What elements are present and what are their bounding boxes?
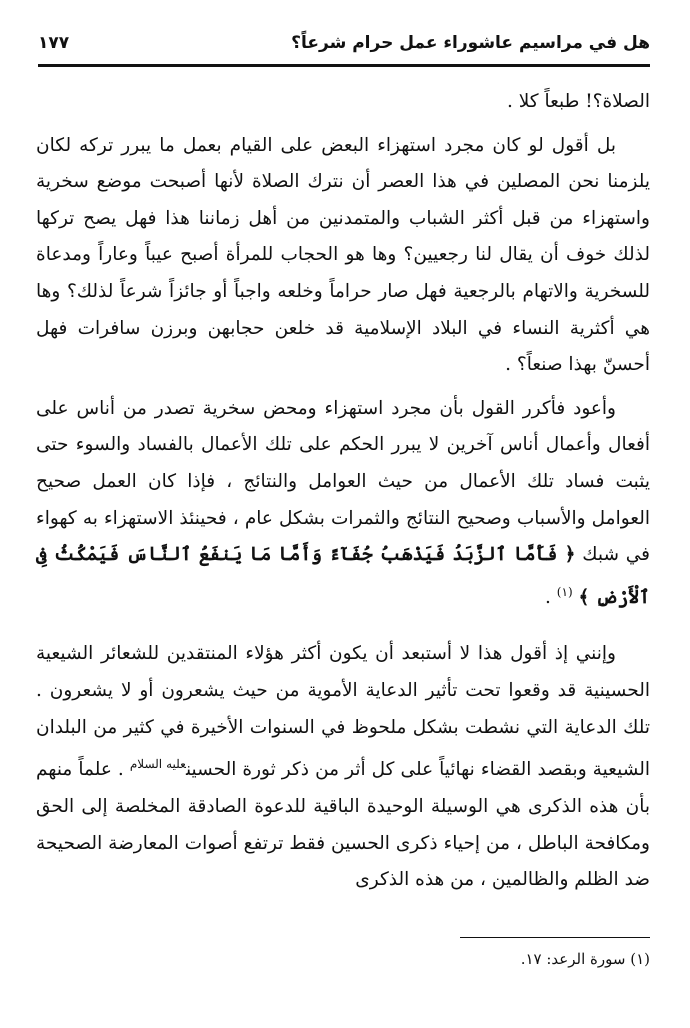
paragraph-3 [36,391,650,617]
main-text [36,84,650,899]
header-title: هل في مراسيم عاشوراء عمل حرام شرعاً؟ [291,33,650,53]
paragraph-1: الصلاة؟! طبعاً كلا . [506,91,650,112]
footnote-divider [460,937,650,938]
paragraph-4-continuation: علماً منهم بأن هذه الذكرى هي الوسيلة الوحيدة الباقية للدعوة الصادقة المخلصة إلى الحق ومكافحة الباطل ، من إحياء ذكرى الحسين فقط ترتفع أصوات المعارضة الصحيحة ضد الظلم والظالمين ، من هذه الذكرى [36,759,650,891]
quran-verse: ﴿ فَأَمَّا ٱلزَّبَدُ فَيَذْهَبُ جُفَآءً وَأَمَّا مَا يَنفَعُ ٱلنَّاسَ فَيَمْكُثُ فِى ٱلْأَرْضِ ﴾ [36,544,650,608]
paragraph-3-text: وأعود فأكرر القول بأن مجرد استهزاء ومحض سخرية تصدر من أناس على أفعال وأعمال أناس آخرين لا يبرر الحكم على تلك الأعمال بالفساد والسوء حتى يثبت فساد تلك الأعمال من حيث العوامل والنتائج ، فإذا كان العمل صحيح العوامل والأسباب وصحيح النتائج والثمرات بشكل عام ، فحينئذ الاستهزاء به كهواء في شبك [36,397,650,566]
paragraph-3-end: . [545,586,557,608]
header-divider [38,64,650,67]
running-header [38,30,650,64]
paragraph-4-text: وإنني إذ أقول هذا لا أستبعد أن يكون أكثر هؤلاء المنتقدين للشعائر الشيعية الحسينية قد وقعوا تحت تأثير الدعاية الأموية من حيث يشعرون أو لا يشعرون . تلك الدعاية التي نشطت بشكل ملحوظ في السنوات الأخيرة في كثير من البلدان الشيعية وبقصد القضاء نهائياً على كل أثر من ذكر ثورة الحسين [36,643,650,781]
salutation-glyph: عليه السلام [129,757,186,772]
page-number: ١٧٧ [38,33,70,53]
paragraph-2: بل أقول لو كان مجرد استهزاء البعض على القيام بعمل ما يبرر تركه لكان يلزمنا نحن المصلين في هذا العصر أن نترك الصلاة لأنها أصبحت موضع سخرية واستهزاء من قبل أكثر الشباب والمتمدنين من أهل زماننا هذا فهل يصح تركها لذلك خوف أن يقال لنا رجعيين؟ وها هو الحجاب للمرأة أصبح عيباً وعاراً ومدعاة للسخرية والاتهام بالرجعية فهل صار حراماً وخلعه واجباً أو جائزاً شرعاً لذلك؟ وها هي أكثرية النساء في البلاد الإسلامية قد خلعن حجابهن وبرزن سافرات فهل أحسنّ بهذا صنعاً؟ . [36,134,650,376]
footnote-reference: (١) [556,584,573,599]
footnote: (١) سورة الرعد: ١٧. [520,950,650,968]
paragraph-4: وإنني إذ أقول هذا لا أستبعد أن يكون أكثر هؤلاء المنتقدين للشعائر الشيعية الحسينية قد وقعوا تحت تأثير الدعاية الأموية من حيث يشعرون أو لا يشعرون . تلك الدعاية التي نشطت بشكل ملحوظ في السنوات الأخيرة في كثير من البلدان الشيعية وبقصد القضاء نهائياً على كل أثر من ذكر ثورة الحسين$^{عليه السلام}$ . علماً منهم بأن هذه الذكرى هي الوسيلة الوحيدة الباقية للدعوة الصادقة المخلصة إلى الحق ومكافحة الباطل ، من إحياء ذكرى الحسين فقط ترتفع أصوات المعارضة الصحيحة ضد الظلم والظالمين ، من هذه الذكرى [36,643,650,891]
